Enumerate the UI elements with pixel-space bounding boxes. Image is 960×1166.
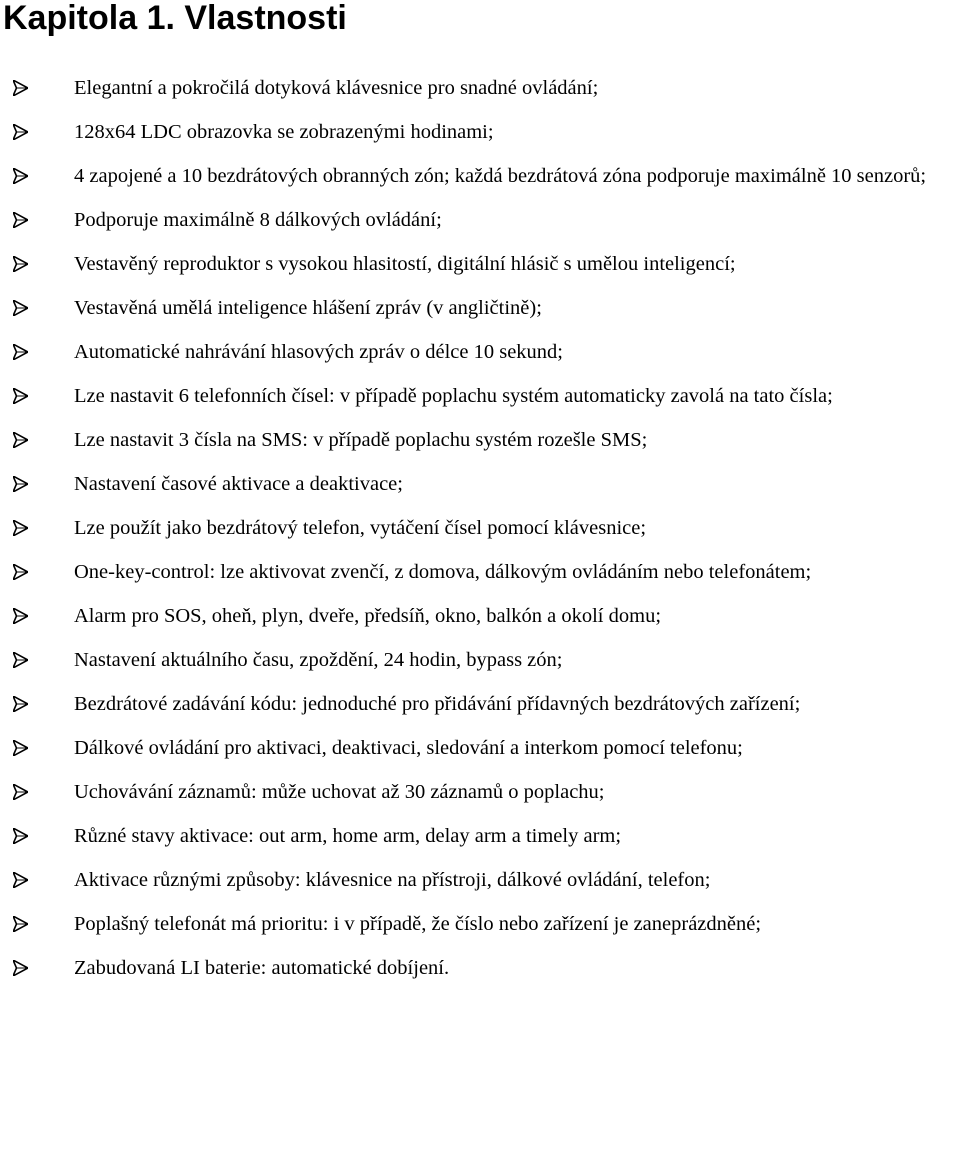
feature-text: Dálkové ovládání pro aktivaci, deaktivaci, sledování a interkom pomocí telefonu; (74, 737, 743, 759)
arrowhead-bullet-icon (13, 784, 28, 800)
arrowhead-bullet-icon (13, 872, 28, 888)
feature-text: Alarm pro SOS, oheň, plyn, dveře, předsíň, okno, balkón a okolí domu; (74, 605, 662, 627)
arrowhead-bullet-icon (13, 344, 28, 360)
arrowhead-bullet-icon (13, 388, 28, 404)
feature-item (0, 242, 960, 286)
feature-text: Poplašný telefonát má prioritu: i v případě, že číslo nebo zařízení je zaneprázdněné; (74, 913, 762, 935)
arrowhead-bullet-icon (13, 564, 28, 580)
arrowhead-bullet-icon (13, 916, 28, 932)
arrowhead-bullet-icon (13, 80, 28, 96)
arrowhead-bullet-icon (13, 432, 28, 448)
feature-text: Různé stavy aktivace: out arm, home arm, delay arm a timely arm; (74, 825, 622, 847)
features-list (0, 66, 960, 990)
feature-item (0, 154, 960, 198)
arrowhead-bullet-icon (13, 740, 28, 756)
feature-item (0, 110, 960, 154)
feature-text: Bezdrátové zadávání kódu: jednoduché pro přidávání přídavných bezdrátových zařízení; (74, 693, 801, 715)
feature-text: Vestavěný reproduktor s vysokou hlasitostí, digitální hlásič s umělou inteligencí; (74, 253, 736, 275)
feature-item (0, 858, 960, 902)
feature-item (0, 198, 960, 242)
arrowhead-bullet-icon (13, 828, 28, 844)
feature-text: Elegantní a pokročilá dotyková klávesnice pro snadné ovládání; (74, 77, 599, 99)
arrowhead-bullet-icon (13, 652, 28, 668)
feature-text: Lze nastavit 3 čísla na SMS: v případě poplachu systém rozešle SMS; (74, 429, 648, 451)
feature-item (0, 550, 960, 594)
feature-item (0, 594, 960, 638)
arrowhead-bullet-icon (13, 124, 28, 140)
feature-item (0, 286, 960, 330)
feature-text: Podporuje maximálně 8 dálkových ovládání; (74, 209, 442, 231)
feature-item (0, 770, 960, 814)
arrowhead-bullet-icon (13, 300, 28, 316)
feature-item (0, 462, 960, 506)
feature-item (0, 66, 960, 110)
feature-item (0, 330, 960, 374)
arrowhead-bullet-icon (13, 608, 28, 624)
feature-text: Aktivace různými způsoby: klávesnice na přístroji, dálkové ovládání, telefon; (74, 869, 711, 891)
arrowhead-bullet-icon (13, 168, 28, 184)
feature-item (0, 682, 960, 726)
feature-text: Uchovávání záznamů: může uchovat až 30 záznamů o poplachu; (74, 781, 605, 803)
feature-text: 4 zapojené a 10 bezdrátových obranných zón; každá bezdrátová zóna podporuje maximálně 10 senzorů; (74, 165, 927, 187)
feature-text: Nastavení časové aktivace a deaktivace; (74, 473, 403, 495)
feature-text: Automatické nahrávání hlasových zpráv o délce 10 sekund; (74, 341, 563, 363)
feature-text: Vestavěná umělá inteligence hlášení zpráv (v angličtině); (74, 297, 542, 319)
feature-item (0, 506, 960, 550)
arrowhead-bullet-icon (13, 212, 28, 228)
arrowhead-bullet-icon (13, 960, 28, 976)
feature-text: Lze nastavit 6 telefonních čísel: v případě poplachu systém automaticky zavolá na tato čísla; (74, 385, 833, 407)
arrowhead-bullet-icon (13, 476, 28, 492)
arrowhead-bullet-icon (13, 520, 28, 536)
feature-text: 128x64 LDC obrazovka se zobrazenými hodinami; (74, 121, 494, 143)
chapter-title: Kapitola 1. Vlastnosti (3, 0, 347, 37)
feature-item (0, 814, 960, 858)
feature-text: One-key-control: lze aktivovat zvenčí, z domova, dálkovým ovládáním nebo telefonátem; (74, 561, 812, 583)
feature-text: Nastavení aktuálního času, zpoždění, 24 hodin, bypass zón; (74, 649, 563, 671)
feature-text: Lze použít jako bezdrátový telefon, vytáčení čísel pomocí klávesnice; (74, 517, 647, 539)
feature-item (0, 902, 960, 946)
feature-item (0, 946, 960, 990)
feature-item (0, 374, 960, 418)
feature-item (0, 726, 960, 770)
arrowhead-bullet-icon (13, 256, 28, 272)
feature-item (0, 418, 960, 462)
arrowhead-bullet-icon (13, 696, 28, 712)
feature-item (0, 638, 960, 682)
feature-text: Zabudovaná LI baterie: automatické dobíjení. (74, 957, 450, 979)
